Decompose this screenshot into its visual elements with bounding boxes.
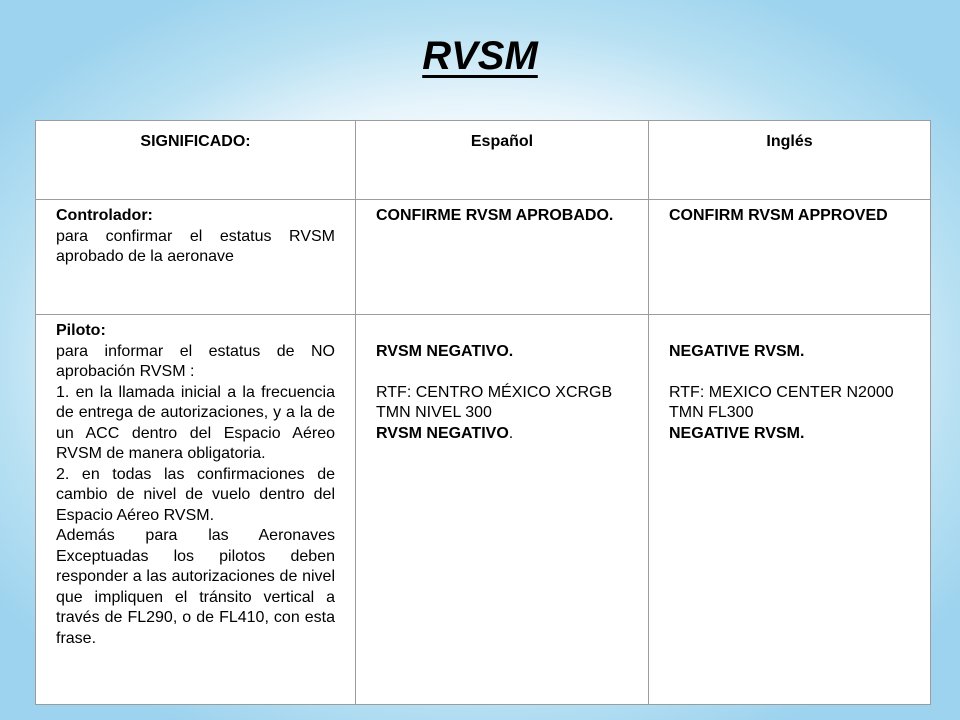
rtf-es-piloto-end: RVSM NEGATIVO: [376, 424, 509, 442]
header-ingles: Inglés: [649, 121, 931, 200]
phrase-es-piloto: RVSM NEGATIVO.: [376, 342, 514, 360]
role-controlador: Controlador:: [56, 207, 153, 224]
rvsm-phraseology-table: [35, 120, 931, 705]
meaning-piloto-item1: 1. en la llamada inicial a la frecuencia de entrega de autorizaciones, y a la de un ACC dentro del Espacio Aéreo RVSM de manera obligatoria.: [56, 383, 335, 462]
meaning-piloto-extra: Además para las Aeronaves Exceptuadas los pilotos deben responder a las autorizaciones de nivel que impliquen el tránsito vertical a través de FL290, o de FL410, con esta frase.: [56, 527, 335, 647]
table-row-piloto: [36, 315, 931, 705]
meaning-controlador: para confirmar el estatus RVSM aprobado de la aeronave: [56, 227, 335, 265]
phrase-es-controlador: CONFIRME RVSM APROBADO.: [376, 207, 614, 224]
table-row-controlador: [36, 200, 931, 315]
rtf-en-piloto-end: NEGATIVE RVSM.: [669, 424, 805, 442]
cell-en-piloto: [649, 315, 931, 705]
rtf-es-piloto: RTF: CENTRO MÉXICO XCRGB TMN NIVEL 300: [376, 383, 613, 421]
cell-meaning-controlador: [36, 200, 356, 315]
table-header-row: [36, 121, 931, 200]
phrase-en-controlador: CONFIRM RVSM APPROVED: [669, 207, 888, 224]
meaning-piloto-intro: para informar el estatus de NO aprobación RVSM :: [56, 342, 335, 380]
meaning-piloto-item2: 2. en todas las confirmaciones de cambio de nivel de vuelo dentro del Espacio Aéreo RVSM.: [56, 465, 335, 524]
cell-en-controlador: [649, 200, 931, 315]
header-espanol: Español: [356, 121, 649, 200]
rtf-en-piloto: RTF: MEXICO CENTER N2000 TMN FL300: [669, 383, 894, 421]
page-title: RVSM: [422, 34, 538, 78]
header-significado: SIGNIFICADO:: [36, 121, 356, 200]
cell-meaning-piloto: [36, 315, 356, 705]
cell-es-controlador: [356, 200, 649, 315]
rtf-es-piloto-end-line: [376, 424, 628, 445]
role-piloto: Piloto:: [56, 322, 106, 339]
cell-es-piloto: [356, 315, 649, 705]
phrase-en-piloto: NEGATIVE RVSM.: [669, 342, 805, 360]
rtf-es-piloto-period: .: [508, 424, 514, 442]
